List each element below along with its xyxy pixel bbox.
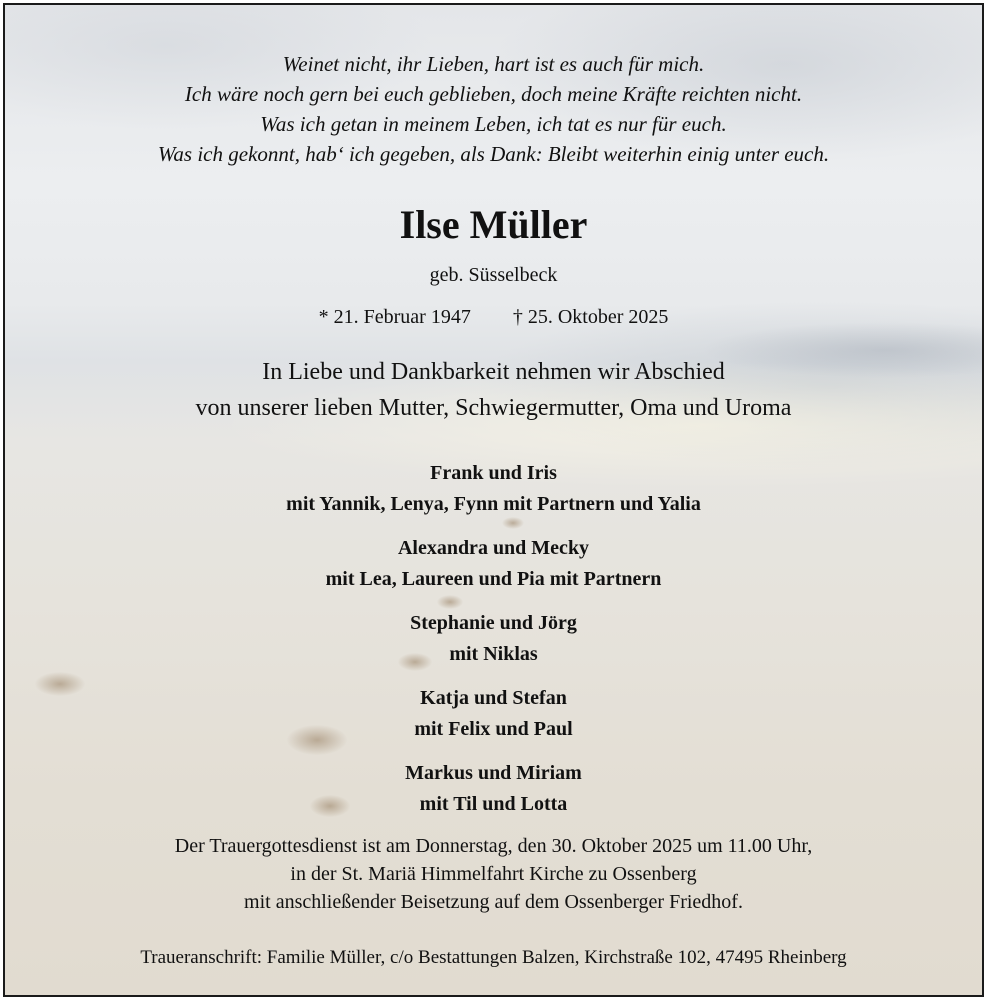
family-group — [5, 758, 982, 820]
family-group-members: mit Yannik, Lenya, Fynn mit Partnern und Yalia — [286, 493, 701, 515]
verse-line: Was ich gekonnt, hab‘ ich gegeben, als Dank: Bleibt weiterhin einig unter euch. — [157, 142, 830, 166]
family-group-heads: Frank und Iris — [430, 462, 557, 484]
family-group-heads: Stephanie und Jörg — [410, 612, 577, 634]
family-group-members: mit Niklas — [449, 643, 538, 665]
mourners-list — [5, 458, 982, 833]
farewell-text — [5, 354, 982, 426]
family-group — [5, 533, 982, 595]
family-group-heads: Alexandra und Mecky — [397, 537, 590, 559]
condolence-address: Traueranschrift: Familie Müller, c/o Bestattungen Balzen, Kirchstraße 102, 47495 Rheinberg — [140, 947, 847, 968]
life-dates — [5, 303, 982, 331]
family-group — [5, 608, 982, 670]
maiden-name: geb. Süsselbeck — [429, 264, 558, 286]
service-line: in der St. Mariä Himmelfahrt Kirche zu Ossenberg — [290, 863, 697, 885]
verse-line: Weinet nicht, ihr Lieben, hart ist es auch für mich. — [282, 52, 705, 76]
family-group-members: mit Til und Lotta — [419, 793, 568, 815]
memorial-verse — [5, 49, 982, 169]
obituary-card — [3, 3, 984, 997]
verse-line: Was ich getan in meinem Leben, ich tat es nur für euch. — [260, 112, 727, 136]
family-group-members: mit Felix und Paul — [414, 718, 573, 740]
service-line: mit anschließender Beisetzung auf dem Ossenberger Friedhof. — [244, 891, 743, 913]
service-line: Der Trauergottesdienst ist am Donnerstag, den 30. Oktober 2025 um 11.00 Uhr, — [174, 835, 813, 857]
verse-line: Ich wäre noch gern bei euch geblieben, doch meine Kräfte reichten nicht. — [184, 82, 803, 106]
farewell-line: von unserer lieben Mutter, Schwiegermutter, Oma und Uroma — [195, 395, 792, 421]
deceased-name: Ilse Müller — [399, 202, 588, 247]
family-group-heads: Katja und Stefan — [420, 687, 567, 709]
death-date: † 25. Oktober 2025 — [512, 306, 669, 328]
farewell-line: In Liebe und Dankbarkeit nehmen wir Abschied — [262, 359, 725, 385]
family-group-heads: Markus und Miriam — [405, 762, 582, 784]
birth-date: * 21. Februar 1947 — [318, 306, 471, 328]
funeral-service-info — [5, 832, 982, 916]
family-group — [5, 683, 982, 745]
family-group-members: mit Lea, Laureen und Pia mit Partnern — [325, 568, 662, 590]
family-group — [5, 458, 982, 520]
